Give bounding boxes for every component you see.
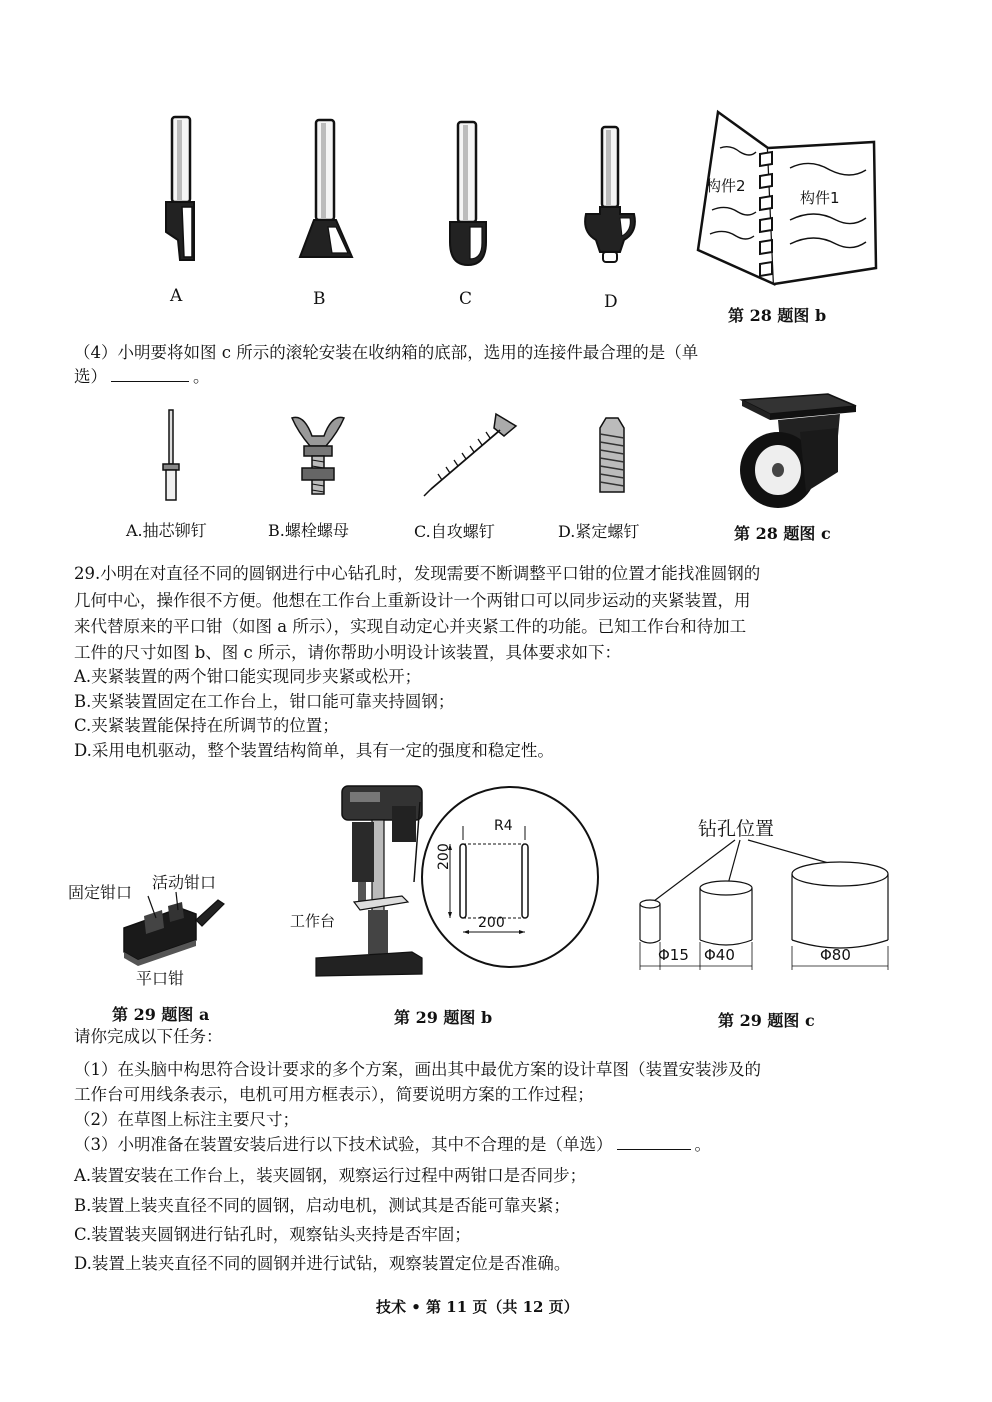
drill-position-label: 钻孔位置 xyxy=(698,818,775,840)
caster-wheel-figure xyxy=(730,392,860,512)
q29-intro-line4: 工件的尺寸如图 b、图 c 所示，请你帮助小明设计该装置，具体要求如下： xyxy=(74,643,622,662)
task-1-line1: （1）在头脑中构思符合设计要求的多个方案，画出其中最优方案的设计草图（装置安装涉及的 xyxy=(74,1060,761,1079)
q29-requirement-c: C.夹紧装置能保持在所调节的位置； xyxy=(74,716,339,735)
task-2: （2）在草图上标注主要尺寸； xyxy=(74,1110,299,1129)
radius-label: R4 xyxy=(494,818,513,834)
test-option-a[interactable]: A.装置安装在工作台上，装夹圆钢，观察运行过程中两钳口是否同步； xyxy=(74,1166,587,1185)
cutter-b-figure xyxy=(292,115,362,265)
cutter-label-d: D xyxy=(604,292,618,312)
worktable-detail-figure xyxy=(420,782,604,972)
q29-requirement-d: D.采用电机驱动，整个装置结构简单，具有一定的强度和稳定性。 xyxy=(74,741,554,760)
q29-requirement-a: A.夹紧装置的两个钳口能实现同步夹紧或松开； xyxy=(74,667,422,686)
finger-joint-figure xyxy=(690,108,890,298)
fig28c-caption: 第 28 题图 c xyxy=(734,524,831,543)
page-footer: 技术 • 第 11 页（共 12 页） xyxy=(376,1298,579,1316)
task-3-prefix: （3）小明准备在装置安装后进行以下技术试验，其中不合理的是（单选） xyxy=(74,1135,613,1154)
option-b-bolt-nut[interactable]: B.螺栓螺母 xyxy=(268,521,349,540)
answer-blank-28-4[interactable] xyxy=(111,367,189,382)
q28-4-line2-prefix: 选） xyxy=(74,367,107,386)
task-1-line2: 工作台可用线条表示，电机可用方框表示），简要说明方案的工作过程； xyxy=(74,1085,594,1104)
option-a-blind-rivet[interactable]: A.抽芯铆钉 xyxy=(126,521,207,540)
task-intro: 请你完成以下任务： xyxy=(74,1027,223,1046)
cutter-label-b: B xyxy=(313,289,326,309)
task-3 xyxy=(74,1133,711,1157)
part1-label: 构件1 xyxy=(800,189,840,207)
q29-intro-line3: 来代替原来的平口钳（如图 a 所示），实现自动定心并夹紧工件的功能。已知工作台和待加工 xyxy=(74,617,747,636)
option-d-set-screw[interactable]: D.紧定螺钉 xyxy=(558,522,640,541)
test-option-b[interactable]: B.装置上装夹直径不同的圆钢，启动电机，测试其是否能可靠夹紧； xyxy=(74,1196,570,1215)
fixed-jaw-label: 固定钳口 xyxy=(68,883,133,902)
test-option-d[interactable]: D.装置上装夹直径不同的圆钢并进行试钻，观察装置定位是否准确。 xyxy=(74,1254,571,1273)
fig29b-caption: 第 29 题图 b xyxy=(394,1008,493,1027)
cutter-d-figure xyxy=(576,122,646,272)
set-screw-figure xyxy=(594,414,630,498)
d40-label: Φ40 xyxy=(704,946,735,964)
option-c-self-tapping-screw[interactable]: C.自攻螺钉 xyxy=(414,522,495,541)
d80-label: Φ80 xyxy=(820,946,851,964)
worktable-label: 工作台 xyxy=(290,912,336,930)
height-dim-label: 200 xyxy=(436,843,452,870)
cutter-c-figure xyxy=(440,117,500,267)
q29-intro-line2: 几何中心，操作很不方便。他想在工作台上重新设计一个两钳口可以同步运动的夹紧装置，用 xyxy=(74,591,751,610)
cutter-label-c: C xyxy=(459,289,473,309)
blind-rivet-figure xyxy=(156,408,186,504)
answer-blank-29-3[interactable] xyxy=(617,1135,691,1150)
bench-vise-figure xyxy=(118,890,228,965)
part2-label: 构件2 xyxy=(706,177,746,195)
bolt-nut-figure xyxy=(288,410,348,500)
movable-jaw-label: 活动钳口 xyxy=(152,873,217,892)
q29-requirement-b: B.夹紧装置固定在工作台上，钳口能可靠夹持圆钢； xyxy=(74,692,455,711)
d15-label: Φ15 xyxy=(658,946,689,964)
q28-4-line1: （4）小明要将如图 c 所示的滚轮安装在收纳箱的底部，选用的连接件最合理的是（单 xyxy=(74,343,699,362)
test-option-c[interactable]: C.装置装夹圆钢进行钻孔时，观察钻头夹持是否牢固； xyxy=(74,1225,471,1244)
task-3-suffix: 。 xyxy=(694,1135,711,1154)
q29-intro-line1: 29.小明在对直径不同的圆钢进行中心钻孔时，发现需要不断调整平口钳的位置才能找准圆钢的 xyxy=(74,564,761,583)
cutter-a-figure xyxy=(150,112,210,272)
q28-4-line2 xyxy=(74,365,210,389)
self-tapping-screw-figure xyxy=(420,410,520,500)
q28-4-line2-suffix: 。 xyxy=(193,367,210,386)
vise-label: 平口钳 xyxy=(136,969,185,988)
fig28b-caption: 第 28 题图 b xyxy=(728,306,827,325)
cutter-label-a: A xyxy=(170,286,183,306)
fig29a-caption: 第 29 题图 a xyxy=(112,1005,210,1024)
width-dim-label: 200 xyxy=(478,915,505,931)
fig29c-caption: 第 29 题图 c xyxy=(718,1011,815,1030)
